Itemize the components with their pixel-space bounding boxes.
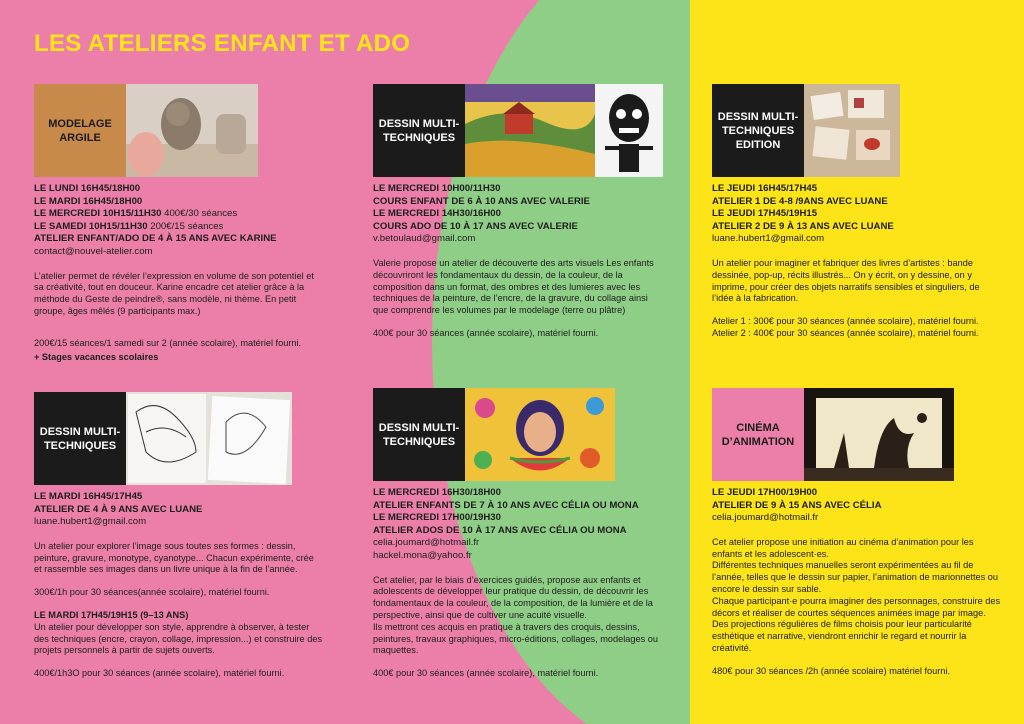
schedule: LE MERCREDI 16H30/18H00 ATELIER ENFANTS DE 7 À 10 ANS AVEC CÉLIA OU MONA LE MERCREDI 17H00/19H30 ATELIER ADOS DE 10 À 17 ANS AVEC CÉLIA OU MONA celia.joumard@hotmail.fr hackel.mona@yahoo.fr — [373, 487, 673, 563]
description: L’atelier permet de révéler l’expression en volume de son potentiel et sa créativité, tout en douceur. Karine encadre cet atelier grâce à la méthode du Geste de peindre®, sans modèle, ni thème. En petit groupe, âges mêlés (9 participants max.) 200€/15 séances/1 samedi sur 2 (année scolaire), matériel fourni. + Stages vacances scolaires — [34, 271, 324, 364]
workshop-cinema — [712, 388, 1002, 689]
workshop-tag: DESSIN MULTI-TECHNIQUES — [373, 388, 465, 481]
workshop-hero — [34, 392, 324, 485]
workshop-dessin-valerie — [373, 84, 663, 351]
description: Valerie propose un atelier de découverte des arts visuels Les enfants découvriront les fondamentaux du dessin, de la couleur, de la composition dans un format, des ombres et des lumieres avec les techniques de la peinture, de l’encre, de la gravure, du collage ainsi que comprendre les volumes par le modelage (terre ou plâtre) 400€ pour 30 séances (année scolaire), matériel fourni. — [373, 257, 654, 338]
landscape-painting — [465, 84, 595, 177]
schedule: LE JEUDI 16H45/17H45 ATELIER 1 DE 4-8 /9ANS AVEC LUANE LE JEUDI 17H45/19H15 ATELIER 2 DE 9 À 13 ANS AVEC LUANE luane.hubert1@gmail.com — [712, 183, 1002, 246]
workshop-hero — [712, 388, 1002, 481]
workshop-modelage-argile — [34, 84, 324, 374]
workshop-hero — [373, 388, 673, 481]
mask-drawing — [595, 84, 663, 177]
workshop-tag: MODELAGE ARGILE — [34, 84, 126, 177]
schedule: LE LUNDI 16H45/18H00 LE MARDI 16H45/18H00 LE MERCREDI 10H15/11H30 400€/30 séances LE SAMEDI 10H15/11H30 200€/15 séances ATELIER ENFANT/ADO DE 4 À 15 ANS AVEC KARINE contact@nouvel-atelier.com — [34, 183, 324, 259]
sub-session-title: LE MARDI 17H45/19H15 (9–13 ANS) — [34, 609, 189, 620]
contact-email[interactable]: celia.joumard@hotmail.fr — [712, 512, 819, 524]
contact-email[interactable]: luane.hubert1@gmail.com — [34, 516, 147, 528]
contact-email-secondary[interactable]: hackel.mona@yahoo.fr — [373, 549, 472, 561]
page-title: LES ATELIERS ENFANT ET ADO — [34, 30, 411, 57]
schedule: LE JEUDI 17H00/19H00 ATELIER DE 9 À 15 ANS AVEC CÉLIA celia.joumard@hotmail.fr — [712, 487, 1002, 525]
contact-email[interactable]: celia.joumard@hotmail.fr — [373, 537, 480, 549]
workshop-tag: DESSIN MULTI-TECHNIQUES — [373, 84, 465, 177]
contact-email[interactable]: v.betoulaud@gmail.com — [373, 233, 476, 245]
description: Un atelier pour imaginer et fabriquer des livres d’artistes : bande dessinée, pop-up, récits illustrés... On y écrit, on y dessine, on y imprime, pour créer des objets narratifs sensibles et singuliers, de l’idée à la fabrication. Atelier 1 : 300€ pour 30 séances (année scolaire), matériel fourni. Atelier 2 : 400€ pour 30 séances (année scolaire), matériel fourni. — [712, 257, 980, 338]
workshop-dessin-luane — [34, 392, 324, 691]
schedule: LE MARDI 16H45/17H45 ATELIER DE 4 À 9 ANS AVEC LUANE luane.hubert1@gmail.com — [34, 491, 324, 529]
description: Cet atelier propose une initiation au cinéma d’animation pour les enfants et les adolescent·es. Différentes techniques manuelles seront expérimentées au fil de l’année, telles que le dessin sur papier, l’animation de marionnettes ou encore le dessin sur sable. Chaque participant·e pourra imaginer des personnages, construire des décors et réaliser de courtes séquences animées image par image. Des projections régulières de films choisis pour leur particularité esthétique et narrative, viendront enrichir le regard et nourrir la créativité. 480€ pour 30 séances /2h (année scolaire) matériel fourni. — [712, 536, 1001, 676]
contact-email[interactable]: contact@nouvel-atelier.com — [34, 245, 153, 257]
shadow-theatre-photo — [804, 388, 954, 481]
workshop-tag: DESSIN MULTI-TECHNIQUES EDITION — [712, 84, 804, 177]
workshop-dessin-celia-mona — [373, 388, 673, 691]
books-photo — [804, 84, 900, 177]
description: Cet atelier, par le biais d’exercices guidés, propose aux enfants et adolescents de développer leur pratique du dessin, de découvrir les fondamentaux de la couleur, de la composition, de la lumière et de la perspective, ainsi que de cultiver une acuité visuelle. Ils mettront ces acquis en pratique à travers des croquis, dessins, peintures, travaux graphiques, micro-éditions, collages, modelages ou maquettes. 400€ pour 30 séances (année scolaire), matériel fourni. — [373, 574, 658, 679]
workshop-edition — [712, 84, 1002, 351]
workshop-hero — [712, 84, 1002, 177]
workshop-hero — [373, 84, 663, 177]
description: Un atelier pour explorer l’image sous toutes ses formes : dessin, peinture, gravure, monotype, cyanotype... Chacun expérimente, crée et rassemble ses images dans un livre unique à la fin de l’année. 300€/1h pour 30 séances(année scolaire), matériel fourni. LE MARDI 17H45/19H15 (9–13 ANS) Un atelier pour développer son style, apprendre à observer, à tester des techniques (encre, crayon, collage, impression...) et construire des projets personnels à partir de sujets ouverts. 400€/1h3O pour 30 séances (année scolaire), matériel fourni. — [34, 540, 323, 679]
stages-note: + Stages vacances scolaires — [34, 351, 159, 362]
workshop-tag: DESSIN MULTI-TECHNIQUES — [34, 392, 126, 485]
workshop-tag: CINÉMA D’ANIMATION — [712, 388, 804, 481]
workshop-hero — [34, 84, 324, 177]
schedule: LE MERCREDI 10H00/11H30 COURS ENFANT DE 6 À 10 ANS AVEC VALERIE LE MERCREDI 14H30/16H00 COURS ADO DE 10 À 17 ANS AVEC VALERIE v.betoulaud@gmail.com — [373, 183, 663, 246]
sketches-photo — [126, 392, 292, 485]
contact-email[interactable]: luane.hubert1@gmail.com — [712, 233, 825, 245]
watermelon-painting — [465, 388, 615, 481]
clay-photo — [126, 84, 258, 177]
